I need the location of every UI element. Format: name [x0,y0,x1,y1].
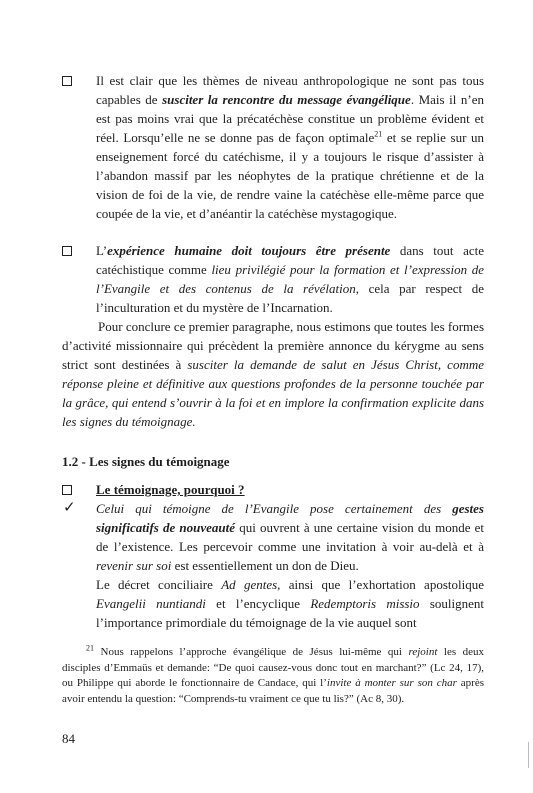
text-run: Nous rappelons l’approche évangélique de Jésus lui-même qui [94,646,409,658]
conclusion-paragraph [62,317,484,431]
text-run: L’ [96,243,108,258]
italic-text: rejoint [408,646,438,658]
bullet-paragraph-2 [62,241,484,317]
bullet-1-text [96,71,484,223]
italic-text: lieu privilégié pour la formation et l’expression de l’Evangile et des contenus de la révélation [96,262,484,296]
text-run: après avoir entendu la question: “Comprends-tu vraiment ce que tu lis?” (Ac 8, 30). [62,677,484,705]
italic-text: Celui qui témoigne de l’Evangile pose certainement des [96,501,453,516]
emphasis-text: susciter la rencontre du message évangélique [162,92,411,107]
decree-paragraph-text [96,575,484,632]
checkmark-icon: ✓ [63,500,76,516]
decree-paragraph [62,575,484,632]
italic-text: invite à monter sur son char [326,677,457,689]
emphasis-text: expérience humaine doit toujours être présente [107,243,391,258]
page-number: 84 [62,731,75,746]
text-run: soulignent l’importance primordiale du témoignage de la vie auquel sont [96,596,484,630]
italic-text: susciter la demande de salut en Jésus Christ, comme réponse pleine et définitive aux questions profondes de la personne touchée par la grâce, qui entend s’ouvrir à la foi et en implore la confirmation explicite dans les signes du témoignage. [62,357,484,429]
footnote-number: 21 [86,643,94,653]
text-run: est essentiellement un don de Dieu. [171,558,359,573]
sub-heading: Le témoignage, pourquoi ? [96,482,245,497]
italic-text: Ad gentes [221,577,278,592]
scan-edge-mark [528,742,529,768]
bullet-2-text [96,241,484,317]
text-run: Le décret conciliaire [96,577,222,592]
sub-heading-row [62,480,484,499]
text-run: , ainsi que l’exhortation apostolique [277,577,484,592]
text-run: Pour conclure ce premier paragraphe, nous estimons que toutes les formes d’activité missionnaire qui précèdent la première annonce du kérygme au sens strict sont destinées à [62,319,484,372]
italic-text: revenir sur soi [96,558,172,573]
text-run: . Mais il n’en est pas moins vrai que la précatéchèse constitue un problème évident et réel. Lorsqu’elle ne se donne pas de façon optimale [96,92,484,145]
italic-text: Redemptoris missio [310,596,420,611]
checkbox-bullet-icon [62,76,72,86]
emphasis-text: gestes significatifs de nouveauté [96,501,484,535]
footnote-reference: 21 [374,129,383,139]
check-paragraph [62,499,484,575]
footnote-21 [62,645,484,707]
text-run: Il est clair que les thèmes de niveau anthropologique ne sont pas tous capables de [96,73,484,107]
text-run: dans tout acte catéchistique comme [96,243,484,277]
section-heading: 1.2 - Les signes du témoignage [62,454,230,469]
italic-text: Evangelii nuntiandi [96,596,206,611]
text-run: et se replie sur un enseignement forcé du catéchisme, il y a toujours le risque d’assister à l’abandon massif par les néophytes de la pratique chrétienne et de la vision de foi de la vie, de rendre vaine la catéchèse elle-même parce que coupée de la vie, et d’anéantir la catéchèse mystagogique. [96,130,484,221]
checkbox-bullet-icon [62,246,72,256]
text-run: , cela par respect de l’inculturation et du mystère de l’Incarnation. [96,281,484,315]
text-run: les deux disciples d’Emmaüs et demande: “De quoi causez-vous donc tout en marchant?” (Lc 24, 17), ou Philippe qui aborde le fonctionnaire de Candace, qui l’ [62,646,484,689]
text-run: et l’encyclique [205,596,311,611]
check-paragraph-text [96,499,484,575]
checkbox-bullet-icon [62,485,72,495]
bullet-paragraph-1 [62,71,484,223]
text-run: qui ouvrent à une certaine vision du monde et de l’existence. Les percevoir comme une invitation à voir au-delà et à [96,520,485,554]
